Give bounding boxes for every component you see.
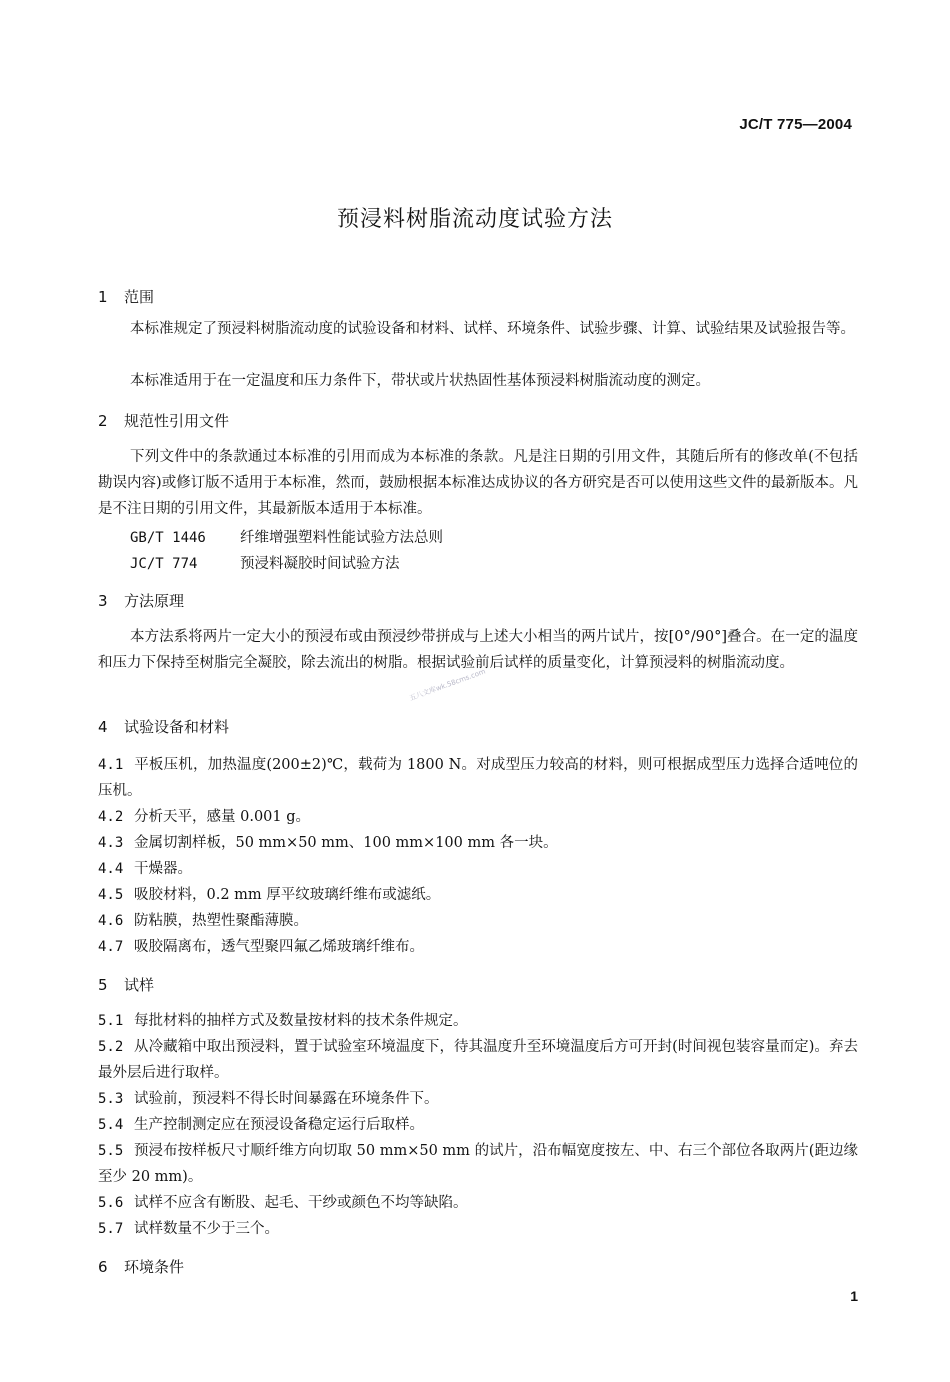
reference-item: GB/T 1446 纤维增强塑料性能试验方法总则 [130,530,443,546]
equipment-item: 4.5 吸胶材料，0.2 mm 厚平纹玻璃纤维布或滤纸。 [98,887,441,903]
equipment-item: 4.1 平板压机，加热温度(200±2)℃，载荷为 1800 N。对成型压力较高的材料，则可根据成型压力选择合适吨位的压机。 [98,757,858,799]
references-paragraph: 下列文件中的条款通过本标准的引用而成为本标准的条款。凡是注日期的引用文件，其随后所有的修改单(不包括勘误内容)或修订版不适用于本标准，然而，鼓励根据本标准达成协议的各方研究是否可以使用这些文件的最新版本。凡是不注日期的引用文件，其最新版本适用于本标准。 [98,449,858,517]
principle-paragraph: 本方法系将两片一定大小的预浸布或由预浸纱带拼成与上述大小相当的两片试片，按[0°/90°]叠合。在一定的温度和压力下保持至树脂完全凝胶，除去流出的树脂。根据试验前后试样的质量变化，计算预浸料的树脂流动度。 [98,629,858,671]
document-title: 预浸料树脂流动度试验方法 [336,207,613,232]
page-number: 1 [850,1288,858,1304]
watermark: 五八文库wk.58cms.com [408,667,487,703]
section-heading-scope: 1 范围 [98,288,155,306]
specimen-item: 5.2 从冷藏箱中取出预浸料，置于试验室环境温度下，待其温度升至环境温度后方可开封(时间视包装容量而定)。弃去最外层后进行取样。 [98,1039,858,1081]
specimen-item: 5.5 预浸布按样板尺寸顺纤维方向切取 50 mm×50 mm 的试片，沿布幅宽度按左、中、右三个部位各取两片(距边缘至少 20 mm)。 [98,1143,858,1185]
equipment-item: 4.2 分析天平，感量 0.001 g。 [98,809,311,825]
scope-paragraph-2: 本标准适用于在一定温度和压力条件下，带状或片状热固性基体预浸料树脂流动度的测定。 [130,373,710,389]
specimen-item: 5.7 试样数量不少于三个。 [98,1221,279,1237]
equipment-item: 4.7 吸胶隔离布，透气型聚四氟乙烯玻璃纤维布。 [98,939,424,955]
equipment-item: 4.4 干燥器。 [98,861,192,877]
specimen-item: 5.1 每批材料的抽样方式及数量按材料的技术条件规定。 [98,1013,468,1029]
specimen-item: 5.3 试验前，预浸料不得长时间暴露在环境条件下。 [98,1091,439,1107]
specimen-item: 5.4 生产控制测定应在预浸设备稳定运行后取样。 [98,1117,424,1133]
section-heading-equipment: 4 试验设备和材料 [98,718,230,736]
standard-code: JC/T 775—2004 [739,116,852,133]
section-heading-specimens: 5 试样 [98,976,155,994]
equipment-item: 4.6 防粘膜，热塑性聚酯薄膜。 [98,913,308,929]
section-heading-environment: 6 环境条件 [98,1258,185,1276]
section-heading-references: 2 规范性引用文件 [98,412,230,430]
equipment-item: 4.3 金属切割样板，50 mm×50 mm、100 mm×100 mm 各一块。 [98,835,558,851]
reference-item: JC/T 774 预浸料凝胶时间试验方法 [130,556,400,572]
section-heading-principle: 3 方法原理 [98,592,185,610]
scope-paragraph-1: 本标准规定了预浸料树脂流动度的试验设备和材料、试样、环境条件、试验步骤、计算、试验结果及试验报告等。 [130,321,855,337]
specimen-item: 5.6 试样不应含有断股、起毛、干纱或颜色不均等缺陷。 [98,1195,468,1211]
